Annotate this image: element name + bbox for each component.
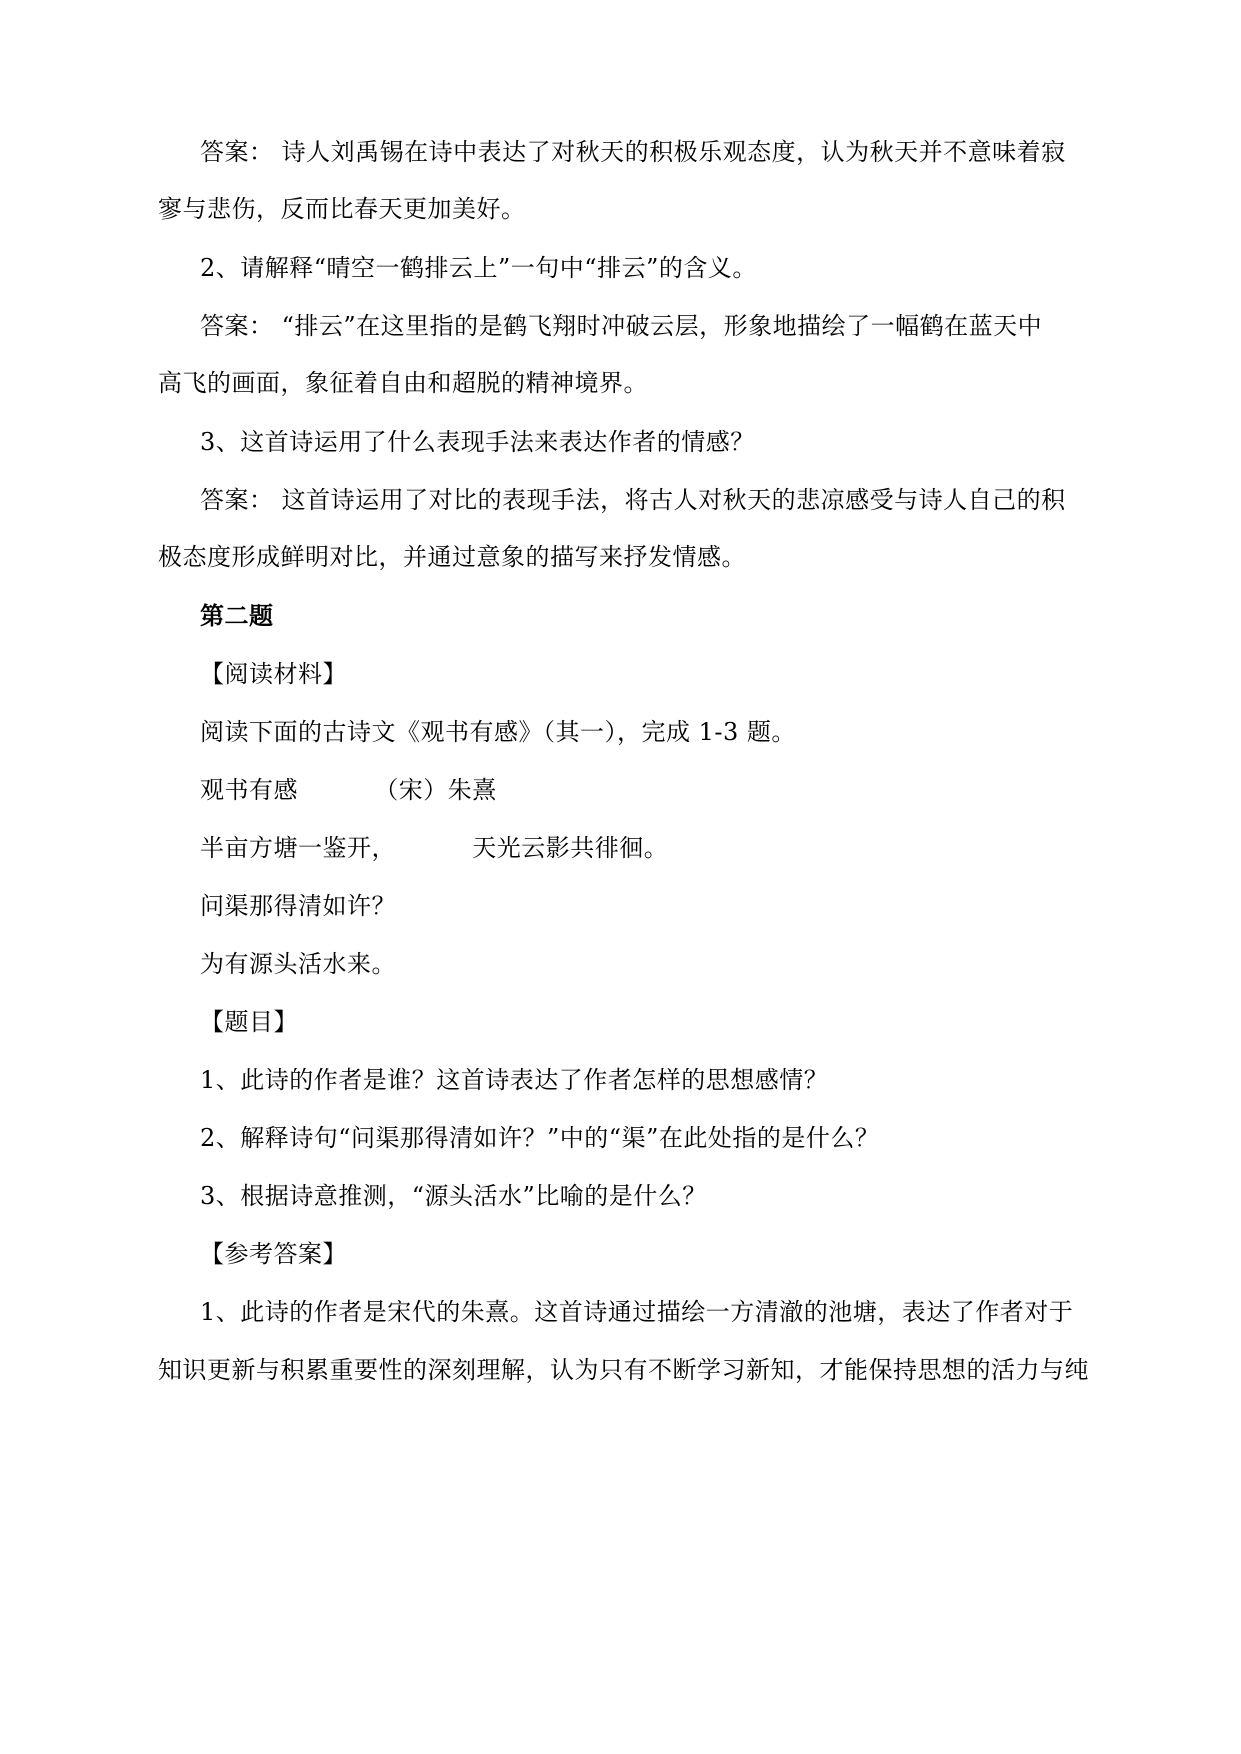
poem-title-line (200, 775, 1140, 805)
poem-line-1 (200, 833, 1140, 863)
section-title: 第二题 (200, 601, 274, 630)
answer-1-line-2: 知识更新与积累重要性的深刻理解，认为只有不断学习新知，才能保持思想的活力与纯 (158, 1356, 1089, 1384)
question-3: 3、根据诗意推测，“源头活水”比喻的是什么？ (200, 1182, 707, 1210)
q2-question: 2、请解释“晴空一鹤排云上”一句中“排云”的含义。 (200, 254, 757, 282)
question-2: 2、解释诗句“问渠那得清如许？”中的“渠”在此处指的是什么？ (200, 1124, 880, 1152)
poem-author: （宋）朱熹 (374, 776, 497, 804)
questions-header: 【题目】 (200, 1008, 298, 1036)
q3-answer-line-1: 答案： 这首诗运用了对比的表现手法，将古人对秋天的悲凉感受与诗人自己的积 (200, 486, 1066, 514)
q3-question: 3、这首诗运用了什么表现手法来表达作者的情感？ (200, 428, 755, 456)
question-1: 1、此诗的作者是谁？这首诗表达了作者怎样的思想感情？ (200, 1066, 829, 1094)
poem-title: 观书有感 (200, 776, 298, 804)
q2-answer-line-1: 答案： “排云”在这里指的是鹤飞翔时冲破云层，形象地描绘了一幅鹤在蓝天中 (200, 312, 1043, 340)
poem-line-1b: 天光云影共徘徊。 (472, 834, 669, 862)
reading-intro: 阅读下面的古诗文《观书有感》（其一），完成 1-3 题。 (200, 718, 796, 746)
q2-answer-line-2: 高飞的画面，象征着自由和超脱的精神境界。 (158, 369, 648, 397)
q1-answer-line-2: 寥与悲伤，反而比春天更加美好。 (158, 195, 526, 223)
answers-header: 【参考答案】 (200, 1240, 347, 1268)
poem-line-3: 为有源头活水来。 (200, 950, 396, 978)
answer-1-line-1: 1、此诗的作者是宋代的朱熹。这首诗通过描绘一方清澈的池塘，表达了作者对于 (200, 1298, 1074, 1326)
poem-line-2: 问渠那得清如许？ (200, 892, 396, 920)
reading-header: 【阅读材料】 (200, 660, 347, 688)
q1-answer-line-1: 答案： 诗人刘禹锡在诗中表达了对秋天的积极乐观态度，认为秋天并不意味着寂 (200, 138, 1066, 166)
q3-answer-line-2: 极态度形成鲜明对比，并通过意象的描写来抒发情感。 (158, 543, 746, 571)
poem-line-1a: 半亩方塘一鉴开， (200, 834, 396, 862)
